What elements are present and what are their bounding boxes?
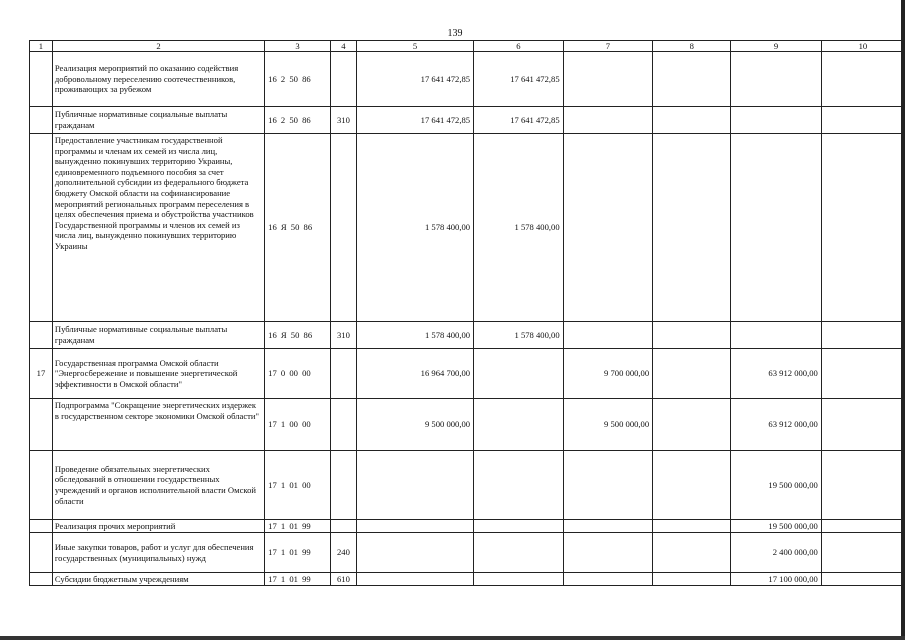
target-code: 17 1 01 99 <box>265 533 331 573</box>
item-name: Реализация мероприятий по оказанию содействия добровольному переселению соотечественников, проживающих за рубежом <box>52 52 264 107</box>
expense-type: 310 <box>330 322 356 349</box>
target-code: 16 Я 50 86 <box>265 322 331 349</box>
header-cell: 9 <box>731 41 822 52</box>
amount-col7 <box>563 134 653 322</box>
target-code: 17 1 01 99 <box>265 520 331 533</box>
table-row <box>30 573 905 586</box>
item-name: Предоставление участникам государственной программы и членам их семей из числа лиц, вынужденно покинувших территорию Украины, единовременного подъемного пособия за счет дополнительной субсидии из федерального бюджета бюджету Омской области на софинансирование мероприятий региональных программ переселения в целях обеспечения приема и обустройства участников Государственной программы и членов их семей из числа лиц, вынужденно покинувших территорию Украины <box>52 134 264 322</box>
expense-type <box>330 520 356 533</box>
amount-col5 <box>356 451 473 520</box>
expense-type <box>330 134 356 322</box>
row-number <box>30 107 53 134</box>
header-cell: 1 <box>30 41 53 52</box>
amount-col10 <box>821 399 904 451</box>
target-code: 16 2 50 86 <box>265 107 331 134</box>
amount-col6 <box>474 349 564 399</box>
amount-col5: 1 578 400,00 <box>356 322 473 349</box>
item-name: Государственная программа Омской области "Энергосбережение и повышение энергетической эффективности в Омской области" <box>52 349 264 399</box>
table-row <box>30 349 905 399</box>
item-name: Субсидии бюджетным учреждениям <box>52 573 264 586</box>
amount-col5 <box>356 533 473 573</box>
amount-col7 <box>563 322 653 349</box>
amount-col6 <box>474 451 564 520</box>
amount-col7 <box>563 533 653 573</box>
row-number <box>30 573 53 586</box>
amount-col6 <box>474 573 564 586</box>
amount-col8 <box>653 399 731 451</box>
item-name: Иные закупки товаров, работ и услуг для обеспечения государственных (муниципальных) нужд <box>52 533 264 573</box>
amount-col5: 9 500 000,00 <box>356 399 473 451</box>
amount-col6: 1 578 400,00 <box>474 322 564 349</box>
amount-col5: 1 578 400,00 <box>356 134 473 322</box>
amount-col9 <box>731 322 822 349</box>
amount-col6 <box>474 533 564 573</box>
amount-col8 <box>653 349 731 399</box>
amount-col8 <box>653 52 731 107</box>
target-code: 17 1 01 99 <box>265 573 331 586</box>
amount-col5 <box>356 573 473 586</box>
table-row <box>30 533 905 573</box>
header-cell: 5 <box>356 41 473 52</box>
target-code: 17 1 00 00 <box>265 399 331 451</box>
row-number <box>30 52 53 107</box>
table-row <box>30 52 905 107</box>
item-name: Публичные нормативные социальные выплаты гражданам <box>52 107 264 134</box>
amount-col10 <box>821 573 904 586</box>
amount-col8 <box>653 533 731 573</box>
row-number <box>30 134 53 322</box>
amount-col8 <box>653 107 731 134</box>
table-row <box>30 322 905 349</box>
expense-type: 610 <box>330 573 356 586</box>
row-number: 17 <box>30 349 53 399</box>
amount-col6 <box>474 399 564 451</box>
target-code: 16 2 50 86 <box>265 52 331 107</box>
header-row <box>30 41 905 52</box>
amount-col10 <box>821 134 904 322</box>
header-cell: 7 <box>563 41 653 52</box>
table-row <box>30 134 905 322</box>
amount-col8 <box>653 134 731 322</box>
expense-type <box>330 349 356 399</box>
amount-col7: 9 500 000,00 <box>563 399 653 451</box>
amount-col10 <box>821 533 904 573</box>
page-number: 139 <box>447 28 463 39</box>
expense-type: 240 <box>330 533 356 573</box>
expense-type <box>330 52 356 107</box>
amount-col7 <box>563 451 653 520</box>
expense-type: 310 <box>330 107 356 134</box>
budget-table <box>29 40 905 586</box>
amount-col6: 17 641 472,85 <box>474 107 564 134</box>
amount-col9: 63 912 000,00 <box>731 349 822 399</box>
amount-col10 <box>821 107 904 134</box>
item-name: Реализация прочих мероприятий <box>52 520 264 533</box>
header-cell: 10 <box>821 41 904 52</box>
amount-col7 <box>563 520 653 533</box>
amount-col5 <box>356 520 473 533</box>
row-number <box>30 520 53 533</box>
amount-col9: 17 100 000,00 <box>731 573 822 586</box>
header-cell: 4 <box>330 41 356 52</box>
amount-col7 <box>563 573 653 586</box>
amount-col8 <box>653 520 731 533</box>
amount-col10 <box>821 520 904 533</box>
amount-col7 <box>563 52 653 107</box>
target-code: 17 0 00 00 <box>265 349 331 399</box>
amount-col10 <box>821 322 904 349</box>
target-code: 16 Я 50 86 <box>265 134 331 322</box>
page-edge-bottom <box>0 636 905 640</box>
amount-col9: 2 400 000,00 <box>731 533 822 573</box>
table-row <box>30 107 905 134</box>
row-number <box>30 533 53 573</box>
amount-col5: 17 641 472,85 <box>356 52 473 107</box>
header-cell: 2 <box>52 41 264 52</box>
amount-col9: 63 912 000,00 <box>731 399 822 451</box>
item-name: Проведение обязательных энергетических обследований в отношении государственных учреждений и органов исполнительной власти Омской области <box>52 451 264 520</box>
amount-col9 <box>731 52 822 107</box>
amount-col6 <box>474 520 564 533</box>
header-cell: 6 <box>474 41 564 52</box>
amount-col6: 17 641 472,85 <box>474 52 564 107</box>
amount-col7 <box>563 107 653 134</box>
amount-col5: 16 964 700,00 <box>356 349 473 399</box>
amount-col8 <box>653 322 731 349</box>
target-code: 17 1 01 00 <box>265 451 331 520</box>
amount-col10 <box>821 451 904 520</box>
expense-type <box>330 451 356 520</box>
amount-col9: 19 500 000,00 <box>731 451 822 520</box>
header-cell: 3 <box>265 41 331 52</box>
amount-col5: 17 641 472,85 <box>356 107 473 134</box>
row-number <box>30 399 53 451</box>
expense-type <box>330 399 356 451</box>
amount-col10 <box>821 52 904 107</box>
amount-col8 <box>653 451 731 520</box>
row-number <box>30 451 53 520</box>
header-cell: 8 <box>653 41 731 52</box>
row-number <box>30 322 53 349</box>
table-row <box>30 399 905 451</box>
amount-col8 <box>653 573 731 586</box>
amount-col9: 19 500 000,00 <box>731 520 822 533</box>
amount-col10 <box>821 349 904 399</box>
amount-col9 <box>731 107 822 134</box>
table-row <box>30 520 905 533</box>
amount-col7: 9 700 000,00 <box>563 349 653 399</box>
amount-col6: 1 578 400,00 <box>474 134 564 322</box>
item-name: Подпрограмма "Сокращение энергетических издержек в государственном секторе экономики Омской области" <box>52 399 264 451</box>
item-name: Публичные нормативные социальные выплаты гражданам <box>52 322 264 349</box>
amount-col9 <box>731 134 822 322</box>
table-row <box>30 451 905 520</box>
